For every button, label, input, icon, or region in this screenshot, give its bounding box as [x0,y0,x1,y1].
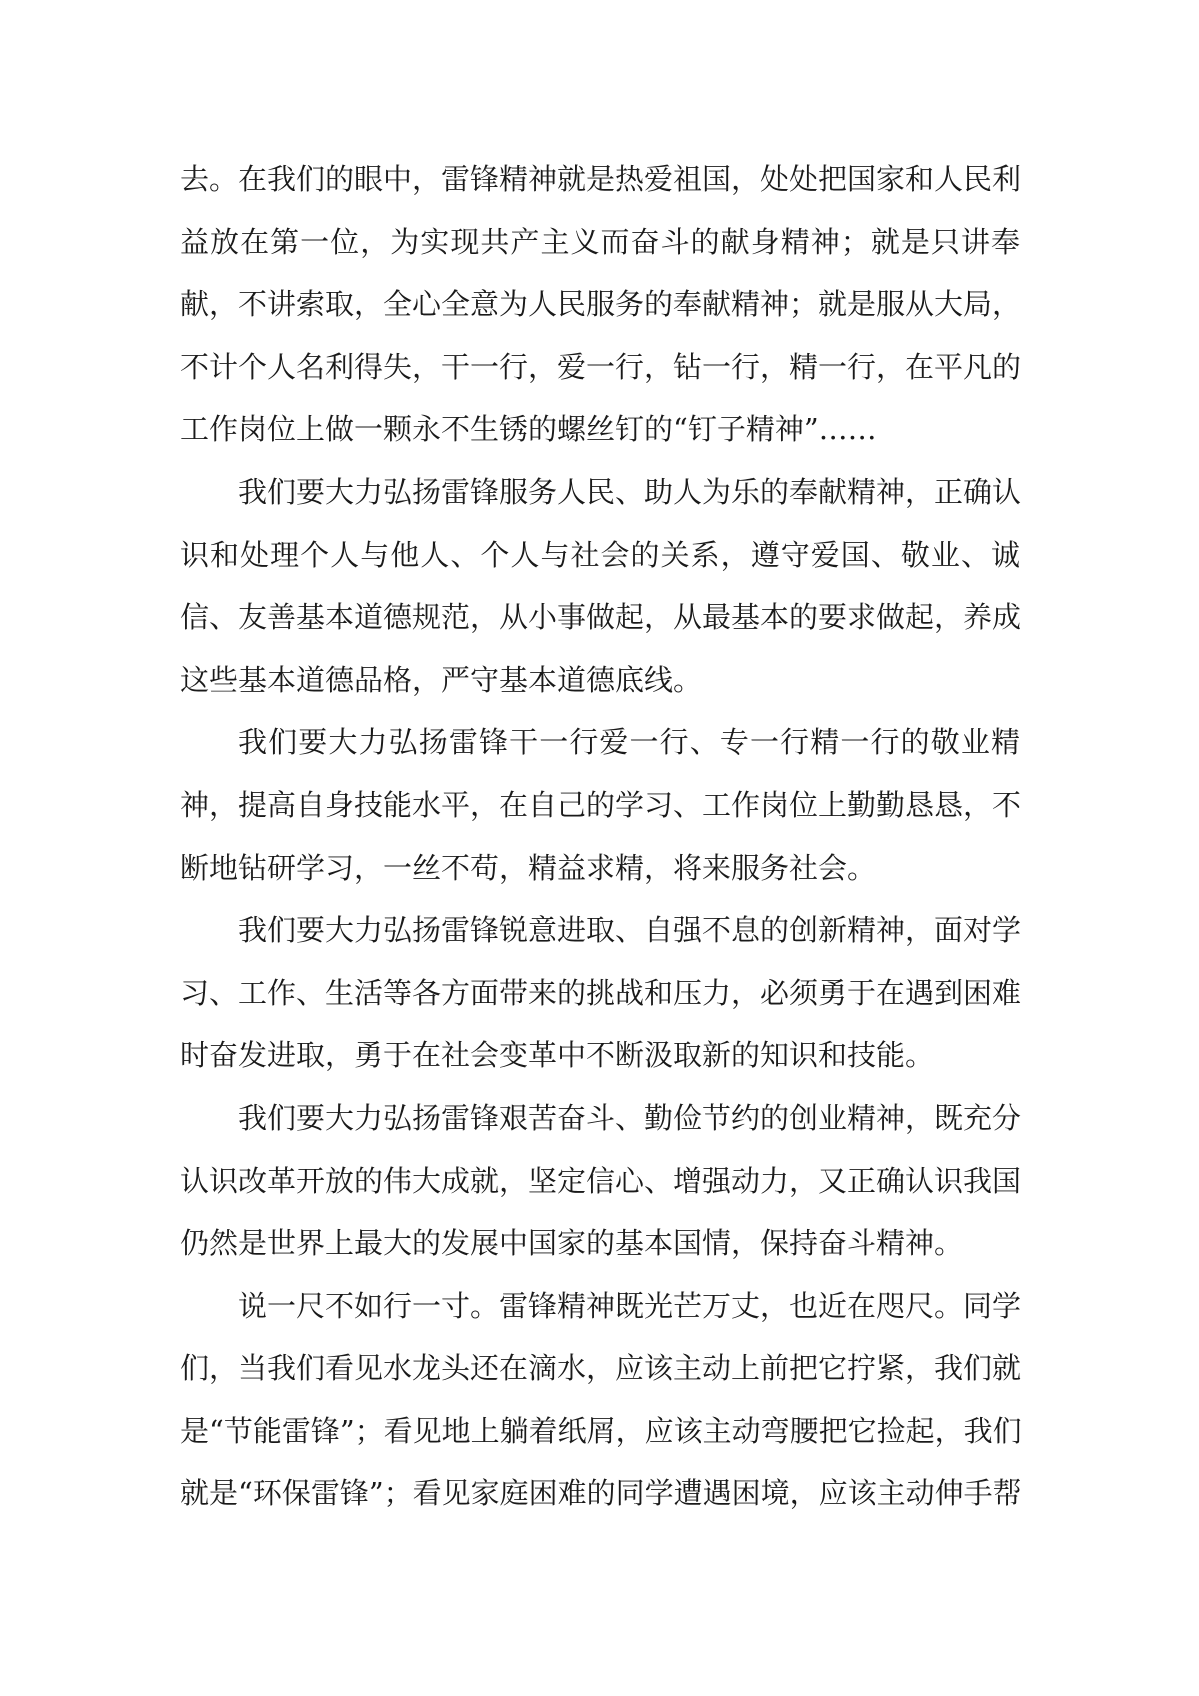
text-line: 习、工作、生活等各方面带来的挑战和压力，必须勇于在遇到困难 [180,975,1022,1010]
text-line: 们，当我们看见水龙头还在滴水，应该主动上前把它拧紧，我们就 [180,1351,1022,1386]
text-line: 献，不讲索取，全心全意为人民服务的奉献精神；就是服从大局， [180,287,1022,322]
text-line: 益放在第一位，为实现共产主义而奋斗的献身精神；就是只讲奉 [180,224,1020,259]
text-line: 信、友善基本道德规范，从小事做起，从最基本的要求做起，养成 [180,600,1022,635]
text-line: 我们要大力弘扬雷锋锐意进取、自强不息的创新精神，面对学 [238,913,1022,948]
text-line: 识和处理个人与他人、个人与社会的关系，遵守爱国、敬业、诚 [180,537,1020,572]
text-line: 工作岗位上做一颗永不生锈的螺丝钉的“钉子精神”…… [180,412,877,447]
text-line: 说一尺不如行一寸。雷锋精神既光芒万丈，也近在咫尺。同学 [238,1288,1022,1323]
text-line: 去。在我们的眼中，雷锋精神就是热爱祖国，处处把国家和人民利 [180,162,1022,196]
text-line: 我们要大力弘扬雷锋服务人民、助人为乐的奉献精神，正确认 [238,474,1022,509]
text-line: 我们要大力弘扬雷锋艰苦奋斗、勤俭节约的创业精神，既充分 [238,1100,1022,1135]
text-line: 就是“环保雷锋”；看见家庭困难的同学遭遇困境，应该主动伸手帮 [180,1476,1022,1511]
text-line: 是“节能雷锋”；看见地上躺着纸屑，应该主动弯腰把它捡起，我们 [180,1413,1022,1448]
document-body [180,148,1020,1525]
text-line: 断地钻研学习，一丝不苟，精益求精，将来服务社会。 [180,850,877,885]
text-line: 我们要大力弘扬雷锋干一行爱一行、专一行精一行的敬业精 [238,725,1020,760]
text-line: 时奋发进取，勇于在社会变革中不断汲取新的知识和技能。 [180,1038,935,1073]
text-line: 这些基本道德品格，严守基本道德底线。 [180,662,703,697]
text-line: 神，提高自身技能水平，在自己的学习、工作岗位上勤勤恳恳，不 [180,787,1022,822]
text-line: 认识改革开放的伟大成就，坚定信心、增强动力，又正确认识我国 [180,1163,1022,1198]
text-line: 不计个人名利得失，干一行，爱一行，钻一行，精一行，在平凡的 [180,349,1022,384]
text-line: 仍然是世界上最大的发展中国家的基本国情，保持奋斗精神。 [180,1226,964,1261]
